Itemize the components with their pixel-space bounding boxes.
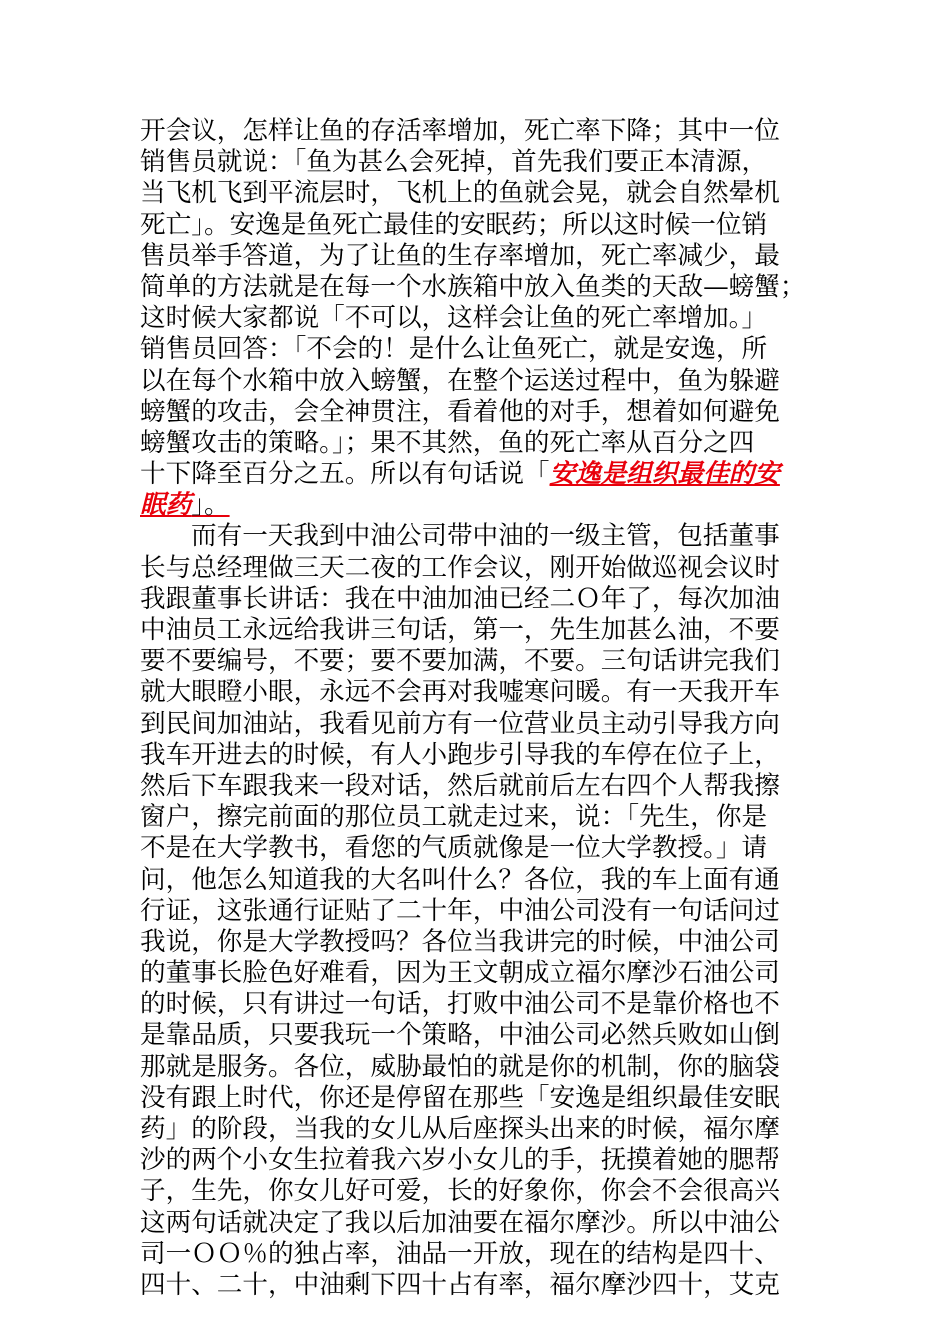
- text-line: 中油员工永远给我讲三句话，第一，先生加甚么油，不要: [140, 615, 780, 645]
- text-line: 我车开进去的时候，有人小跑步引导我的车停在位子上，: [140, 739, 780, 770]
- text-segment: 十下降至百分之五。所以有句话说「: [140, 459, 550, 490]
- text-line: 简单的方法就是在每一个水族箱中放入鱼类的天敌—螃蟹；: [140, 271, 806, 302]
- text-line: 死亡」。安逸是鱼死亡最佳的安眠药；所以这时候一位销: [140, 209, 768, 240]
- paragraph-first-line: 而有一天我到中油公司带中油的一级主管，包括董事: [191, 521, 780, 552]
- text-line: 子，生先，你女儿好可爱，长的好象你，你会不会很高兴: [140, 1176, 780, 1207]
- text-line: 药」的阶段，当我的女儿从后座探头出来的时候，福尔摩: [140, 1114, 780, 1144]
- text-line: 售员举手答道，为了让鱼的生存率增加，死亡率减少，最: [140, 240, 780, 271]
- text-line: 不是在大学教书，看您的气质就像是一位大学教授。」请: [140, 833, 768, 864]
- text-line: 螃蟹的攻击，会全神贯注，看着他的对手，想着如何避免: [140, 396, 780, 427]
- text-line: 要不要编号，不要；要不要加满，不要。三句话讲完我们: [140, 646, 780, 677]
- text-line: 以在每个水箱中放入螃蟹，在整个运送过程中，鱼为躲避: [140, 365, 780, 396]
- text-line: 司一ＯＯ％的独占率，油品一开放，现在的结构是四十、: [140, 1238, 780, 1269]
- text-line: 到民间加油站，我看见前方有一位营业员主动引导我方向: [140, 708, 780, 739]
- text-line: 开会议，怎样让鱼的存活率增加，死亡率下降；其中一位: [140, 116, 780, 146]
- text-line: 问，他怎么知道我的大名叫什么？各位，我的车上面有通: [140, 864, 780, 895]
- text-line: 没有跟上时代，你还是停留在那些「安逸是组织最佳安眠: [140, 1082, 780, 1113]
- emphasized-phrase: 安逸是组织最佳的安: [549, 459, 780, 490]
- text-line-emphasis: [140, 459, 812, 490]
- text-line: 窗户，擦完前面的那位员工就走过来，说：「先生，你是: [140, 802, 768, 833]
- text-line: 行证，这张通行证贴了二十年，中油公司没有一句话问过: [140, 895, 780, 926]
- text-line: 是靠品质，只要我玩一个策略，中油公司必然兵败如山倒: [140, 1020, 780, 1051]
- text-line: 我跟董事长讲话：我在中油加油已经二Ｏ年了，每次加油: [140, 583, 780, 614]
- text-line: 就大眼瞪小眼，永远不会再对我嘘寒问暖。有一天我开车: [140, 677, 780, 708]
- text-line: 这时候大家都说「不可以，这样会让鱼的死亡率增加。」: [140, 303, 768, 334]
- text-line: 螃蟹攻击的策略。」；果不其然，鱼的死亡率从百分之四: [140, 427, 755, 458]
- text-line-emphasis: [140, 490, 812, 521]
- document-page: [140, 116, 812, 1301]
- text-line: 长与总经理做三天二夜的工作会议，刚开始做巡视会议时: [140, 552, 780, 583]
- text-line: 的时候，只有讲过一句话，打败中油公司不是靠价格也不: [140, 989, 780, 1020]
- text-line: 四十、二十，中油剩下四十占有率，福尔摩沙四十，艾克: [140, 1269, 780, 1300]
- text-line: 沙的两个小女生拉着我六岁小女儿的手，抚摸着她的腮帮: [140, 1145, 780, 1176]
- text-line: 当飞机飞到平流层时，飞机上的鱼就会晃，就会自然晕机: [140, 178, 780, 209]
- text-line: 那就是服务。各位，威胁最怕的就是你的机制，你的脑袋: [140, 1051, 780, 1082]
- text-line: 我说，你是大学教授吗？各位当我讲完的时候，中油公司: [140, 926, 780, 957]
- text-line: 这两句话就决定了我以后加油要在福尔摩沙。所以中油公: [140, 1207, 780, 1238]
- text-line: 销售员就说：「鱼为甚么会死掉，首先我们要正本清源，: [140, 147, 768, 178]
- emphasized-phrase: 眠药: [140, 490, 192, 521]
- text-line: 然后下车跟我来一段对话，然后就前后左右四个人帮我擦: [140, 770, 780, 801]
- text-line: 的董事长脸色好难看，因为王文朝成立福尔摩沙石油公司: [140, 958, 780, 989]
- text-line: 销售员回答：「不会的！是什么让鱼死亡，就是安逸，所: [140, 334, 768, 365]
- text-segment: 」。: [191, 490, 230, 521]
